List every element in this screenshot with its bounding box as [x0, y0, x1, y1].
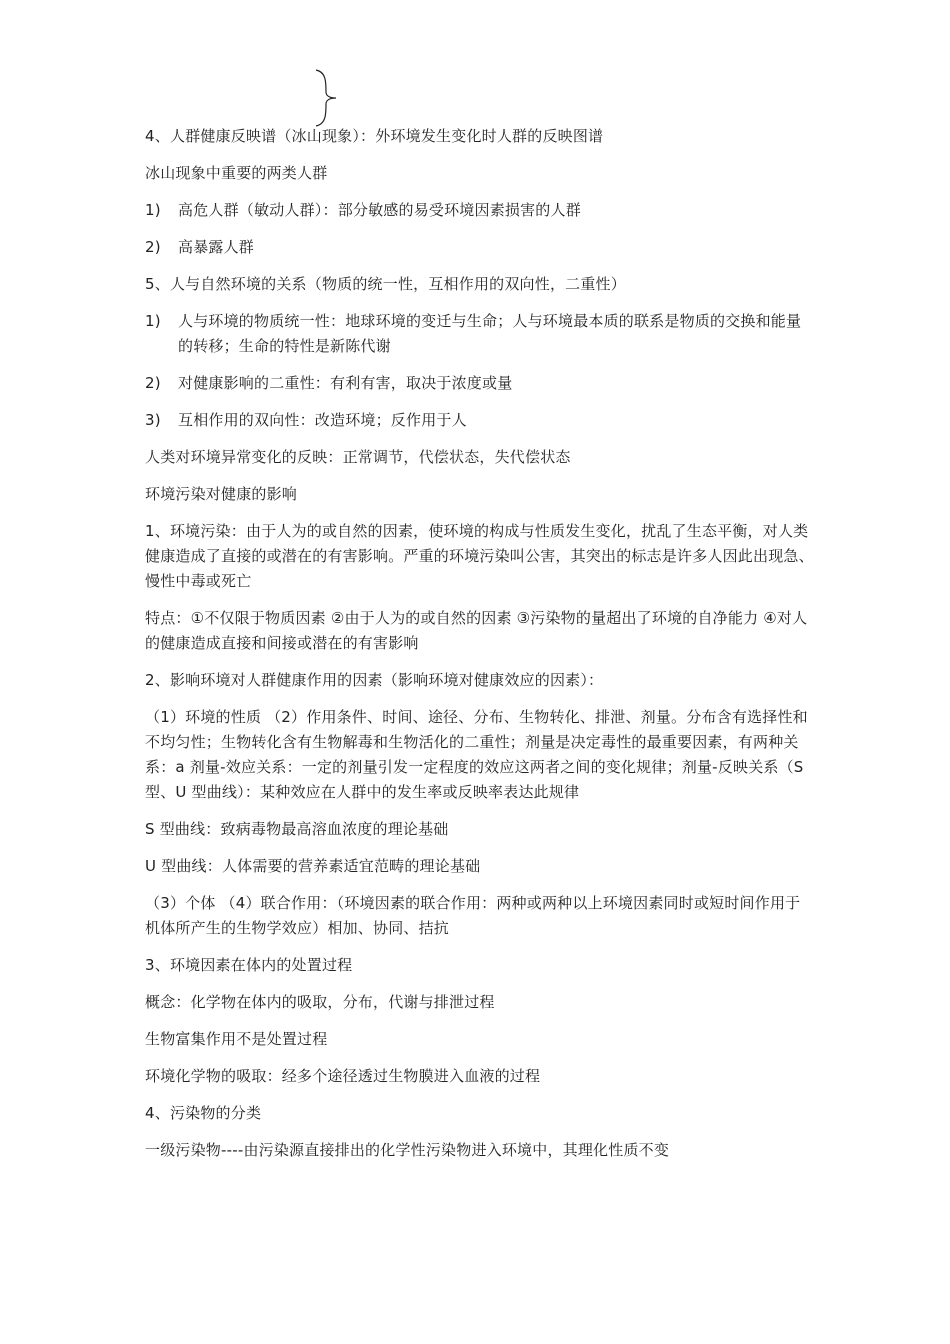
paragraph: 冰山现象中重要的两类人群: [145, 164, 328, 182]
paragraph: 2、影响环境对人群健康作用的因素（影响环境对健康效应的因素）：: [145, 671, 604, 689]
paragraph: 3、环境因素在体内的处置过程: [145, 956, 353, 974]
paragraph: （1）环境的性质 （2）作用条件、时间、途径、分布、生物转化、排泄、剂量。分布含有选择性和不均匀性；生物转化含有生物解毒和生物活化的二重性；剂量是决定毒性的最重要因素，有两种关系：a 剂量-效应关系：一定的剂量引发一定程度的效应这两者之间的变化规律；剂量-反映关系（S 型、U 型曲线）：某种效应在人群中的发生率或反映率表达此规律: [145, 708, 808, 801]
list-item: [145, 371, 815, 396]
list-item-text: 高暴露人群: [178, 238, 255, 256]
list-item-number: 2): [145, 374, 161, 392]
list-item-number: 1): [145, 201, 161, 219]
paragraph: 5、人与自然环境的关系（物质的统一性，互相作用的双向性，二重性）: [145, 275, 626, 293]
list-item-text: 人与环境的物质统一性：地球环境的变迁与生命；人与环境最本质的联系是物质的交换和能量的转移；生命的特性是新陈代谢: [178, 312, 802, 355]
paragraph: S 型曲线：致病毒物最高溶血浓度的理论基础: [145, 820, 449, 838]
paragraph: 环境化学物的吸取：经多个途径透过生物膜进入血液的过程: [145, 1067, 541, 1085]
paragraph: 1、环境污染：由于人为的或自然的因素，使环境的构成与性质发生变化，扰乱了生态平衡，对人类健康造成了直接的或潜在的有害影响。严重的环境污染叫公害，其突出的标志是许多人因此出现急、慢性中毒或死亡: [145, 522, 814, 590]
list-item-number: 1): [145, 312, 161, 330]
paragraph: 4、污染物的分类: [145, 1104, 262, 1122]
list-item-text: 高危人群（敏动人群）：部分敏感的易受环境因素损害的人群: [178, 201, 581, 219]
paragraph: 一级污染物----由污染源直接排出的化学性污染物进入环境中，其理化性质不变: [145, 1141, 670, 1159]
list-item: [145, 309, 815, 359]
document-body: [145, 124, 815, 1175]
list-item-number: 2): [145, 238, 161, 256]
list-item-text: 互相作用的双向性：改造环境；反作用于人: [178, 411, 467, 429]
paragraph: 人类对环境异常变化的反映：正常调节，代偿状态，失代偿状态: [145, 448, 571, 466]
list-item: [145, 198, 815, 223]
paragraph: 生物富集作用不是处置过程: [145, 1030, 328, 1048]
list-item-number: 3): [145, 411, 161, 429]
paragraph: 4、人群健康反映谱（冰山现象）：外环境发生变化时人群的反映图谱: [145, 127, 604, 145]
paragraph: 特点：①不仅限于物质因素 ②由于人为的或自然的因素 ③污染物的量超出了环境的自净能力 ④对人的健康造成直接和间接或潜在的有害影响: [145, 609, 808, 652]
paragraph: U 型曲线：人体需要的营养素适宜范畴的理论基础: [145, 857, 481, 875]
paragraph: 概念：化学物在体内的吸取，分布，代谢与排泄过程: [145, 993, 495, 1011]
paragraph: 环境污染对健康的影响: [145, 485, 298, 503]
brace-mark: [308, 68, 344, 128]
list-item: [145, 235, 815, 260]
paragraph: （3）个体 （4）联合作用：（环境因素的联合作用：两种或两种以上环境因素同时或短时间作用于机体所产生的生物学效应）相加、协同、拮抗: [145, 894, 801, 937]
list-item: [145, 408, 815, 433]
list-item-text: 对健康影响的二重性：有利有害，取决于浓度或量: [178, 374, 513, 392]
